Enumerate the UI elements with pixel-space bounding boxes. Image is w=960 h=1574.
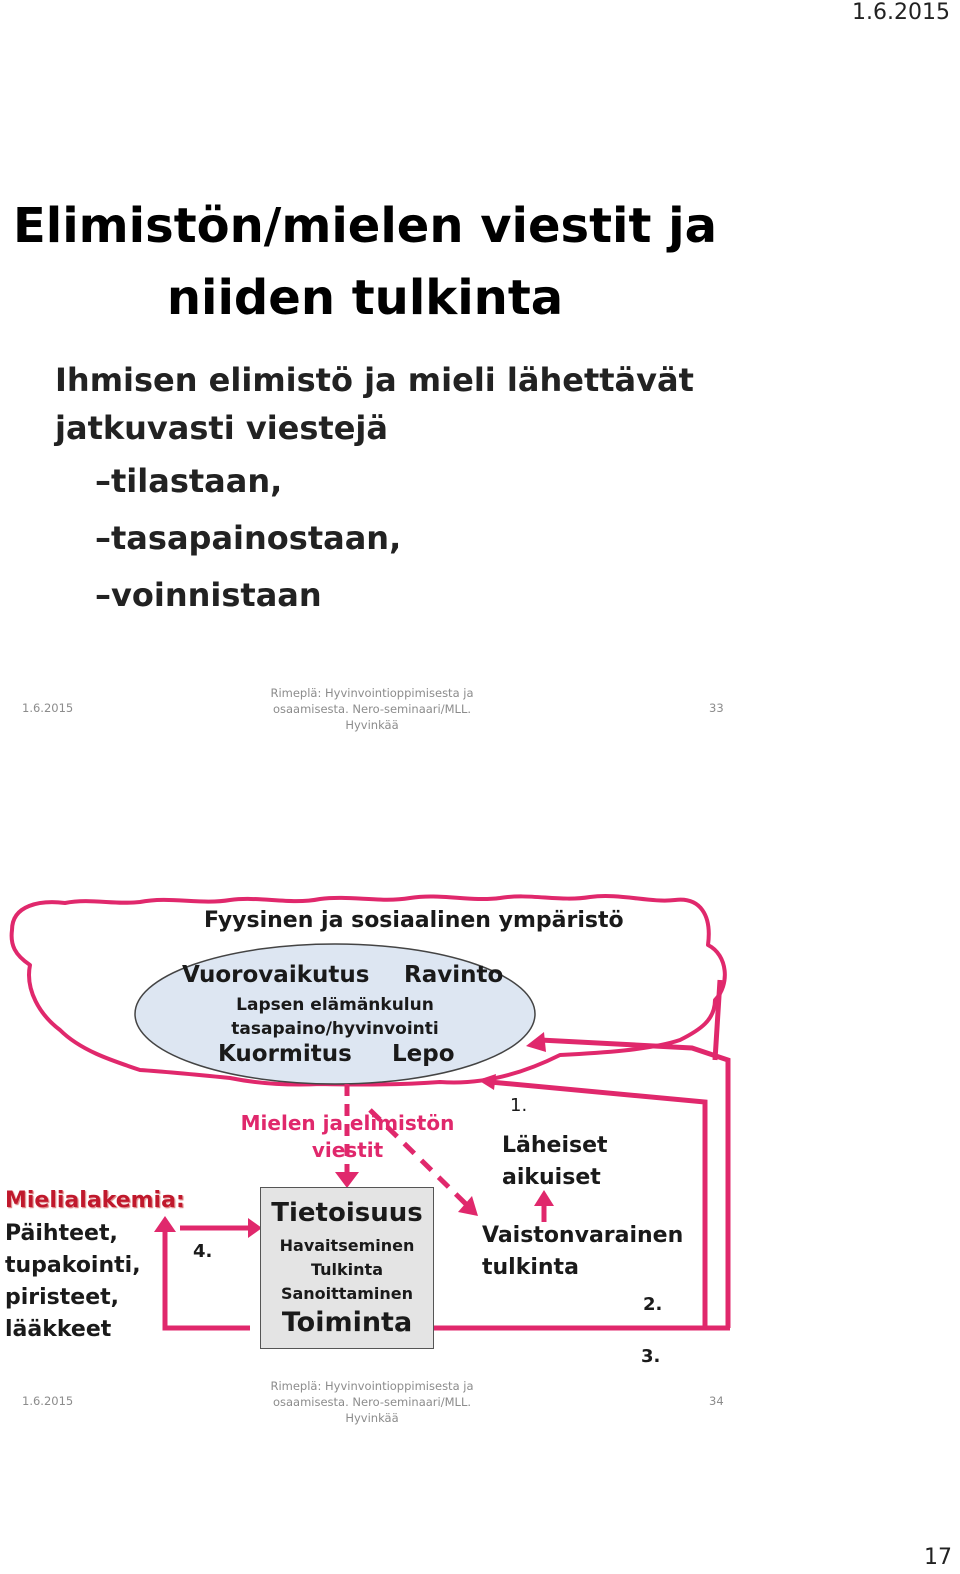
ellipse-center-text [200,993,470,1041]
number-3: 3. [641,1346,661,1367]
title-line-1: Elimistön/mielen viestit ja [12,198,718,254]
instinct-line: tulkinta [482,1255,579,1280]
close-adults-label [502,1130,608,1194]
footer-source-line: osaamisesta. Nero-seminaari/MLL. [272,702,472,716]
awareness-steps [260,1234,434,1306]
signals-line: Mielen ja elimistön [240,1111,455,1135]
footer-source-line: Rimeplä: Hyvinvointioppimisesta ja [270,686,474,700]
mood-item: Päihteet, [5,1221,118,1246]
bullet-item: –voinnistaan [95,576,322,614]
instinct-line: Vaistonvarainen [482,1223,684,1248]
mood-item: lääkkeet [5,1317,112,1342]
lead-line-1: Ihmisen elimistö ja mieli lähettävät [55,361,694,399]
number-2: 2. [643,1294,663,1315]
label-vuorovaikutus: Vuorovaikutus [182,962,370,988]
title-line-2: niiden tulkinta [166,270,564,326]
action-label: Toiminta [281,1307,413,1338]
adults-line: aikuiset [502,1165,601,1190]
slide-footer-date: 1.6.2015 [22,701,74,715]
bullet-item: –tasapainostaan, [95,519,402,557]
document-date: 1.6.2015 [852,0,950,25]
instinct-label [482,1220,683,1284]
slide-footer-date: 1.6.2015 [22,1394,74,1408]
lead-line-2: jatkuvasti viestejä [55,409,388,447]
ellipse-center-line: tasapaino/hyvinvointi [231,1019,439,1039]
awareness-step: Sanoittaminen [280,1284,414,1303]
mood-chemistry-title: Mielialakemia: [5,1188,185,1213]
environment-label: Fyysinen ja sosiaalinen ympäristö [204,908,624,933]
mood-item: piristeet, [5,1285,120,1310]
number-4: 4. [193,1241,213,1262]
number-1: 1. [510,1095,528,1116]
footer-source-line: osaamisesta. Nero-seminaari/MLL. [272,1395,472,1409]
slide-footer-source [267,1378,477,1426]
footer-source-line: Hyvinkää [345,1411,399,1425]
awareness-step: Havaitseminen [279,1236,415,1255]
label-ravinto: Ravinto [404,962,504,988]
footer-source-line: Rimeplä: Hyvinvointioppimisesta ja [270,1379,474,1393]
awareness-title: Tietoisuus [271,1198,423,1228]
bullet-item: –tilastaan, [95,462,283,500]
ellipse-center-line: Lapsen elämänkulun [236,995,434,1015]
adults-line: Läheiset [502,1133,608,1158]
mood-item: tupakointi, [5,1253,141,1278]
signals-line: viestit [311,1138,384,1162]
signals-label [240,1110,455,1164]
arrow-2 [490,1082,705,1328]
mood-chemistry-list [5,1218,141,1346]
page-number: 17 [924,1545,952,1570]
label-lepo: Lepo [392,1041,455,1067]
label-kuormitus: Kuormitus [218,1041,352,1067]
slide-number: 33 [709,701,724,715]
awareness-step: Tulkinta [311,1260,383,1279]
footer-source-line: Hyvinkää [345,718,399,732]
slide-number: 34 [709,1394,724,1408]
